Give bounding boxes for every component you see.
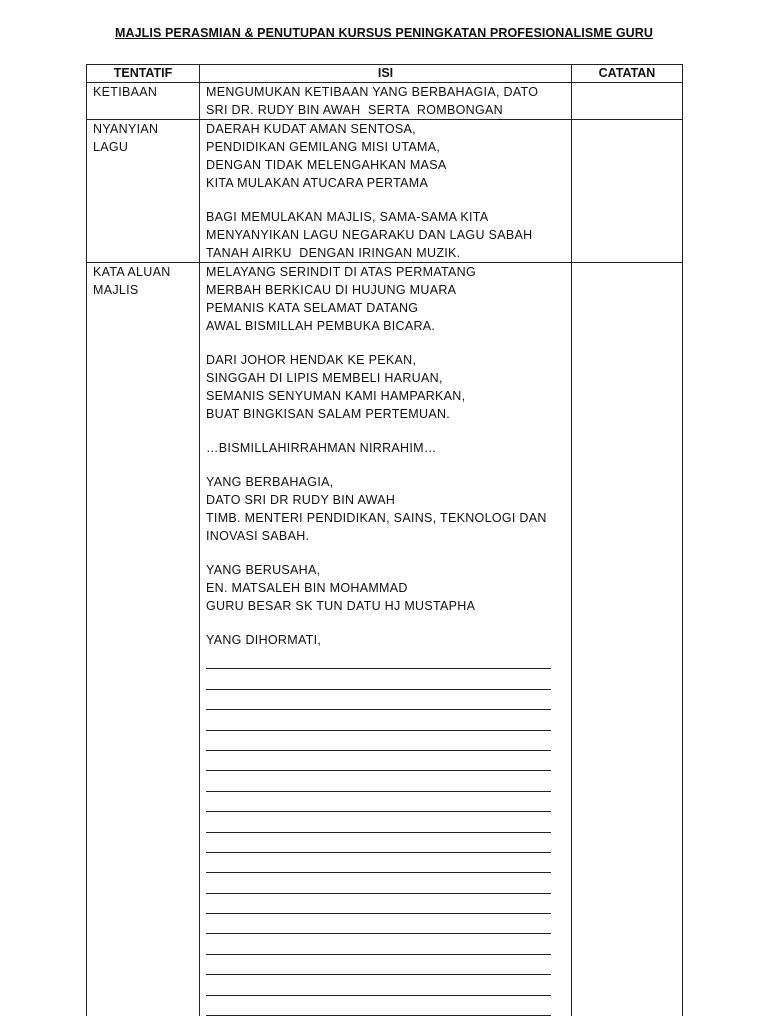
isi-text-line: BAGI MEMULAKAN MAJLIS, SAMA-SAMA KITA — [206, 210, 489, 224]
blank-fill-line — [206, 731, 551, 751]
paragraph-gap — [206, 423, 565, 439]
blank-fill-line — [206, 975, 551, 995]
tentatif-label — [93, 263, 193, 299]
isi-text-line: GURU BESAR SK TUN DATU HJ MUSTAPHA — [206, 599, 476, 613]
blank-fill-line — [206, 792, 551, 812]
tentatif-label-line: KETIBAAN — [93, 85, 158, 99]
isi-text-line: YANG BERUSAHA, — [206, 563, 321, 577]
tentatif-cell-ketibaan — [87, 83, 200, 120]
isi-cell-kata-aluan — [200, 263, 572, 1017]
blank-fill-line — [206, 996, 551, 1016]
blank-fill-line — [206, 669, 551, 689]
catatan-cell-ketibaan — [572, 83, 683, 120]
isi-text-line: DAERAH KUDAT AMAN SENTOSA, — [206, 122, 416, 136]
isi-cell-ketibaan — [200, 83, 572, 120]
isi-text-line: DARI JOHOR HENDAK KE PEKAN, — [206, 353, 417, 367]
isi-text-line: YANG BERBAHAGIA, — [206, 475, 334, 489]
isi-text-line: TIMB. MENTERI PENDIDIKAN, SAINS, TEKNOLOGI DAN — [206, 511, 547, 525]
row-kata-aluan — [87, 263, 683, 1017]
isi-text-line: …BISMILLAHIRRAHMAN NIRRAHIM… — [206, 441, 437, 455]
tentatif-label — [93, 83, 193, 101]
schedule-table — [86, 64, 683, 1016]
isi-text-line: MENYANYIKAN LAGU NEGARAKU DAN LAGU SABAH — [206, 228, 533, 242]
blank-fill-line — [206, 955, 551, 975]
paragraph-gap — [206, 545, 565, 561]
isi-text-line: BUAT BINGKISAN SALAM PERTEMUAN. — [206, 407, 451, 421]
header-isi: ISI — [200, 65, 572, 83]
isi-text-line: DENGAN TIDAK MELENGAHKAN MASA — [206, 158, 447, 172]
tentatif-label-line: KATA ALUAN — [93, 265, 171, 279]
tentatif-cell-nyanyian — [87, 120, 200, 263]
isi-text-line: PEMANIS KATA SELAMAT DATANG — [206, 301, 419, 315]
blank-fill-line — [206, 873, 551, 893]
isi-text-line: SRI DR. RUDY BIN AWAH SERTA ROMBONGAN — [206, 103, 503, 117]
header-catatan: CATATAN — [572, 65, 683, 83]
blank-fill-line — [206, 649, 551, 669]
isi-text-line: PENDIDIKAN GEMILANG MISI UTAMA, — [206, 140, 441, 154]
isi-text-line: MERBAH BERKICAU DI HUJUNG MUARA — [206, 283, 457, 297]
row-nyanyian-lagu — [87, 120, 683, 263]
blank-fill-line — [206, 934, 551, 954]
paragraph-gap — [206, 335, 565, 351]
blank-fill-line — [206, 751, 551, 771]
tentatif-label-line: NYANYIAN — [93, 122, 159, 136]
isi-text-line: DATO SRI DR RUDY BIN AWAH — [206, 493, 396, 507]
blank-fill-line — [206, 710, 551, 730]
blank-fill-line — [206, 771, 551, 791]
isi-content — [206, 263, 565, 649]
blank-writing-lines — [206, 649, 565, 1016]
row-ketibaan — [87, 83, 683, 120]
paragraph-gap — [206, 457, 565, 473]
blank-fill-line — [206, 812, 551, 832]
paragraph-gap — [206, 615, 565, 631]
catatan-cell-kata-aluan — [572, 263, 683, 1017]
isi-content — [206, 120, 565, 262]
tentatif-label-line: LAGU — [93, 140, 129, 154]
blank-fill-line — [206, 914, 551, 934]
isi-text-line: KITA MULAKAN ATUCARA PERTAMA — [206, 176, 429, 190]
document-title: MAJLIS PERASMIAN & PENUTUPAN KURSUS PENINGKATAN PROFESIONALISME GURU — [114, 26, 654, 40]
header-tentatif: TENTATIF — [87, 65, 200, 83]
tentatif-cell-kata-aluan — [87, 263, 200, 1017]
isi-content — [206, 83, 565, 119]
catatan-cell-nyanyian — [572, 120, 683, 263]
isi-text-line: INOVASI SABAH. — [206, 529, 310, 543]
tentatif-label-line: MAJLIS — [93, 283, 139, 297]
isi-text-line: MENGUMUKAN KETIBAAN YANG BERBAHAGIA, DATO — [206, 85, 539, 99]
isi-cell-nyanyian — [200, 120, 572, 263]
isi-text-line: YANG DIHORMATI, — [206, 633, 322, 647]
isi-text-line: MELAYANG SERINDIT DI ATAS PERMATANG — [206, 265, 477, 279]
blank-fill-line — [206, 690, 551, 710]
isi-text-line: SINGGAH DI LIPIS MEMBELI HARUAN, — [206, 371, 443, 385]
blank-fill-line — [206, 833, 551, 853]
paragraph-gap — [206, 192, 565, 208]
blank-fill-line — [206, 894, 551, 914]
isi-text-line: EN. MATSALEH BIN MOHAMMAD — [206, 581, 408, 595]
table-header-row — [87, 65, 683, 83]
isi-text-line: TANAH AIRKU DENGAN IRINGAN MUZIK. — [206, 246, 461, 260]
isi-text-line: AWAL BISMILLAH PEMBUKA BICARA. — [206, 319, 436, 333]
tentatif-label — [93, 120, 193, 156]
blank-fill-line — [206, 853, 551, 873]
isi-text-line: SEMANIS SENYUMAN KAMI HAMPARKAN, — [206, 389, 466, 403]
